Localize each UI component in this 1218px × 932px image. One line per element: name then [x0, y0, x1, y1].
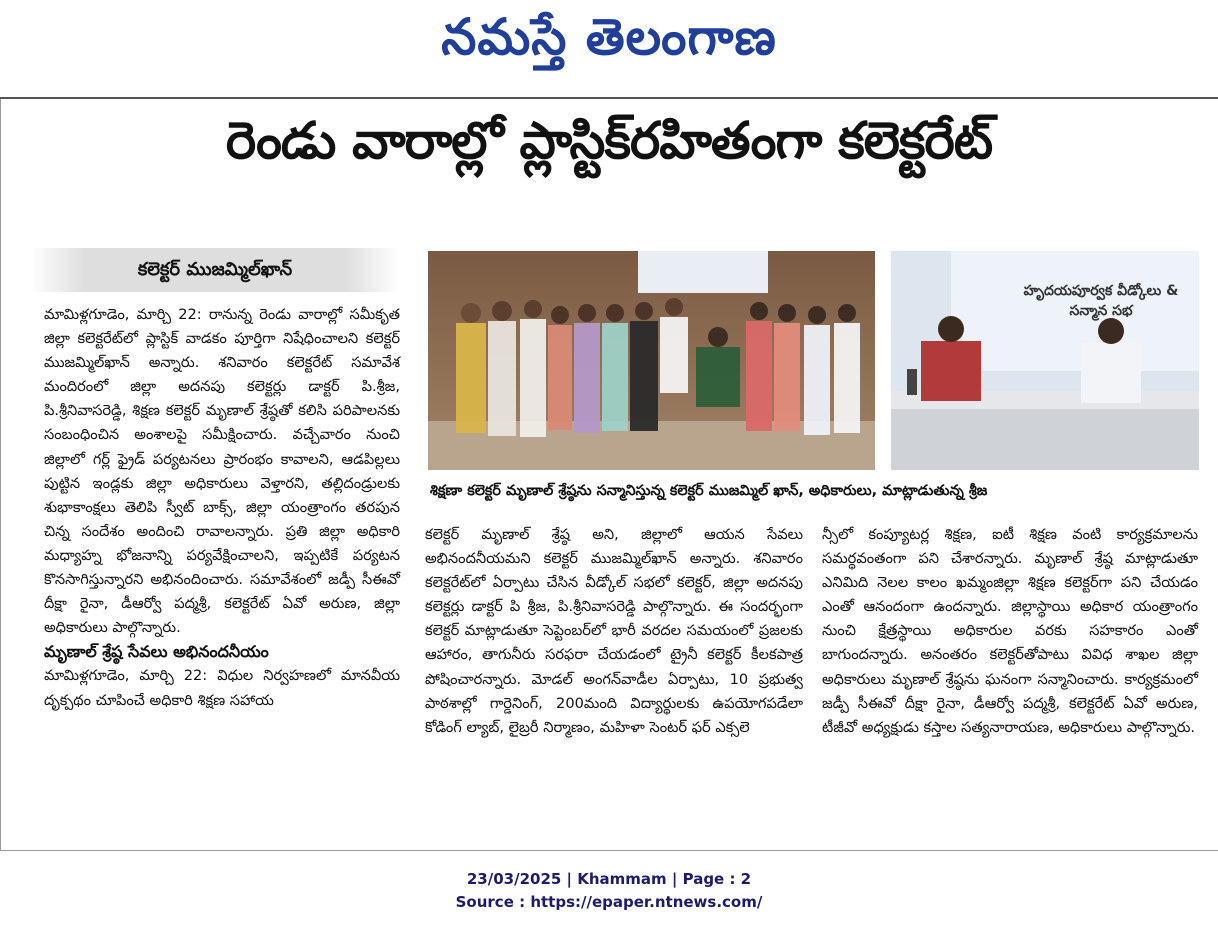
footer-edition: 23/03/2025 | Khammam | Page : 2	[466, 870, 752, 888]
paragraph: న్సీలో కంప్యూటర్ల శిక్షణ, ఐటీ శిక్షణ వంటి కార్యక్రమాలను సమర్థవంతంగా పని చేశారన్నారు. మృణాల్ శ్రేష్ఠ మాట్లాడుతూ ఎనిమిది నెలల కాలం ఖమ్మంజిల్లా శిక్షణ కలెక్టర్‌గా పని చేయడం ఎంతో ఆనందంగా ఉందన్నారు. జిల్లాస్థాయి అధికార యంత్రాంగం నుంచి క్షేత్రస్థాయి అధికారుల వరకు సహకారం ఎంతో బాగుందన్నారు. అనంతరం కలెక్టర్‌తోపాటు వివిధ శాఖల జిల్లా అధికారులు మృణాల్ శ్రేష్ఠను ఘనంగా సన్మానించారు. కార్యక్రమంలో జడ్పీ సీఈవో దీక్షా రైనా, డీఆర్వో పద్మశ్రీ, కలెక్టరేట్ ఏవో అరుణ, టీజీవో అధ్యక్షుడు కస్తాల సత్యనారాయణ, అధికారులు పాల్గొన్నారు.	[822, 526, 1198, 736]
paragraph: మామిళ్లగూడెం, మార్చి 22: విధుల నిర్వహణలో మానవీయ దృక్పథం చూపించే అధికారి శిక్షణ సహాయ	[44, 667, 400, 709]
subheading: మృణాల్ శ్రేష్ఠ సేవలు అభినందనీయం	[44, 642, 269, 662]
footer	[0, 868, 1218, 914]
group-photo	[428, 251, 875, 470]
stage-photo	[891, 251, 1199, 470]
masthead	[0, 0, 1218, 88]
byline	[30, 248, 400, 292]
banner-title: హృదయపూర్వక వీడ్కోలు & సన్మాన సభ	[1023, 283, 1179, 319]
article-column-1	[44, 303, 400, 713]
article-column-3	[822, 523, 1198, 740]
byline-text: కలెక్టర్ ముజమ్మిల్‌ఖాన్	[137, 259, 293, 280]
footer-source: Source : https://epaper.ntnews.com/	[455, 893, 763, 911]
headline: రెండు వారాల్లో ప్లాస్టిక్‌రహితంగా కలెక్టరేట్	[225, 112, 993, 171]
group-photo-image	[428, 251, 875, 470]
masthead-title: నమస్తే తెలంగాణ	[441, 8, 777, 66]
paragraph: కలెక్టర్ మృణాల్ శ్రేష్ఠ అని, జిల్లాలో ఆయన సేవలు అభినందనీయమని కలెక్టర్ ముజమ్మిల్‌ఖాన్ అన్నారు. శనివారం కలెక్టరేట్‌లో ఏర్పాటు చేసిన వీడ్కోల్ సభలో కలెక్టర్, జిల్లా అదనపు కలెక్టర్లు డాక్టర్ పి శ్రీజ, పి.శ్రీనివాసరెడ్డి పాల్గొన్నారు. ఈ సందర్భంగా కలెక్టర్ మాట్లాడుతూ సెప్టెంబర్‌లో భారీ వరదల సమయంలో ప్రజలకు ఆహారం, తాగునీరు సరఫరా చేయడంలో ట్రైనీ కలెక్టర్ కీలకపాత్ర పోషించారన్నారు. మోడల్ అంగన్‌వాడీల ఏర్పాటు, 10 ప్రభుత్వ పాఠశాల్లో గార్డెనింగ్, 200మంది విద్యార్థులకు ఉపయోగపడేలా కోడింగ్ ల్యాబ్, లైబ్రరీ నిర్మాణం, మహిళా సెంటర్ ఫర్ ఎక్సలె	[425, 526, 803, 736]
bottom-divider	[0, 850, 1218, 851]
photo-caption: శిక్షణా కలెక్టర్ మృణాల్ శ్రేష్ఠను సన్మానిస్తున్న కలెక్టర్ ముజమ్మిల్ ఖాన్, అధికారులు, మాట్లాడుతున్న శ్రీజ	[430, 483, 988, 499]
article-column-2	[425, 523, 803, 740]
top-divider	[0, 97, 1218, 99]
paragraph: మామిళ్లగూడెం, మార్చి 22: రానున్న రెండు వారాల్లో సమీకృత జిల్లా కలెక్టరేట్‌లో ప్లాస్టిక్ వాడకం పూర్తిగా నిషేధించాలని కలెక్టర్ ముజమ్మిల్‌ఖాన్ అన్నారు. శనివారం కలెక్టరేట్ సమావేశ మందిరంలో జిల్లా అదనపు కలెక్టర్లు డాక్టర్ పి.శ్రీజ, పి.శ్రీనివాసరెడ్డి, శిక్షణ కలెక్టర్ మృణాల్ శ్రేష్ఠతో కలిసి పరిపాలనకు సంబంధించిన అంశాలపై సమీక్షించారు. వచ్చేవారం నుంచి జిల్లాలో గర్ల్ ఫ్రైడ్ పర్యటనలు ప్రారంభం కావాలని, ఆడపిల్లలు పుట్టిన ఇండ్లకు జిల్లా అధికారులు వెళ్తారని, తల్లిదండ్రులకు శుభాకాంక్షలు తెలిపి స్వీట్ బాక్స్, జిల్లా యంత్రాంగం తరపున చిన్న సందేశం అందించి రావాలన్నారు. ప్రతి జిల్లా అధికారి మధ్యాహ్న భోజనాన్ని పర్యవేక్షించాలని, ఇప్పటికే పర్యటన కొనసాగిస్తున్నారని అభినందించారు. సమావేశంలో జడ్పీ సీఈవో దీక్షా రైనా, డీఆర్వో పద్మశ్రీ, కలెక్టరేట్ ఏవో అరుణ, జిల్లా అధికారులు పాల్గొన్నారు.	[44, 306, 400, 637]
left-divider	[0, 99, 1, 851]
